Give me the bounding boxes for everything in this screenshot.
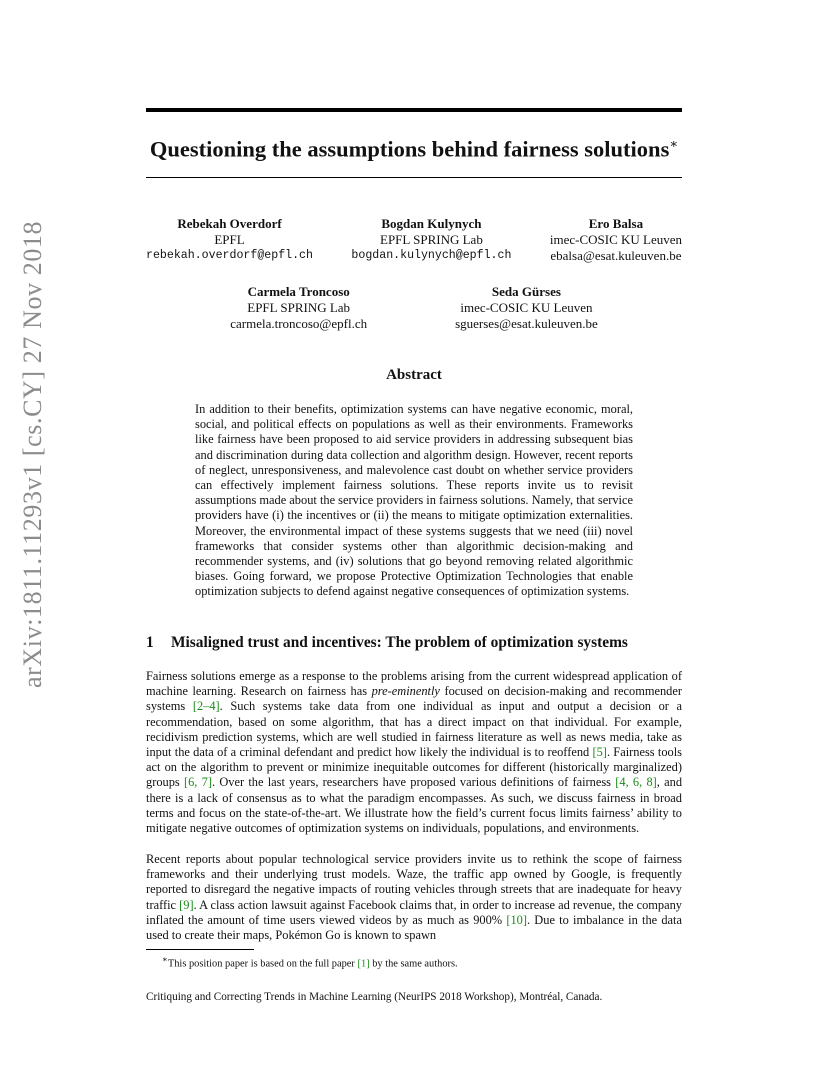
footnote xyxy=(162,953,682,970)
text-run: Recent reports about popular technological service providers invite us to rethink the scope of fairness frameworks and their underlying trust models. Waze, the traffic app owned by Google, is frequently reported to disregard the negative impacts of routing vehicles through streets that are inadequate for heavy traffic xyxy=(146,852,682,912)
author-email: rebekah.overdorf@epfl.ch xyxy=(146,249,313,262)
author-block xyxy=(230,284,367,332)
authors-row-2 xyxy=(146,284,682,332)
citation-link[interactable]: [9] xyxy=(179,897,194,912)
author-affiliation: EPFL SPRING Lab xyxy=(247,300,351,315)
text-run: This position paper is based on the full paper xyxy=(167,958,358,970)
arxiv-identifier: arXiv:1811.11293v1 [cs.CY] 27 Nov 2018 xyxy=(18,220,47,688)
author-affiliation: imec-COSIC KU Leuven xyxy=(460,300,593,315)
author-affiliation: imec-COSIC KU Leuven xyxy=(549,232,682,247)
title-footnote-mark[interactable]: ∗ xyxy=(669,136,679,151)
author-block xyxy=(351,216,511,264)
section-heading xyxy=(146,634,686,652)
text-run: , and there is a lack of consensus as to what the paradigm encompasses. As such, we discuss fairness in broad terms and focus on the state-of-the-art. We illustrate how the field’s current focus limits fairness’ ability to mitigate negative outcomes of optimization systems on individuals, populations, and environments. xyxy=(146,775,683,836)
text-run: focused on decision-making and recommender systems xyxy=(146,684,682,714)
body-paragraph xyxy=(146,852,682,943)
section-number: 1 xyxy=(146,634,154,651)
citation-link[interactable]: [1] xyxy=(357,958,370,970)
author-block xyxy=(455,284,598,332)
author-affiliation: EPFL xyxy=(214,232,245,247)
footnote-mark: ∗ xyxy=(162,954,168,964)
title-top-rule xyxy=(146,108,682,112)
abstract-text: In addition to their benefits, optimization systems can have negative economic, moral, social, and political effects on populations as well as their environments. Frameworks like fairness have been proposed to aid service providers in addressing subsequent bias and discrimination during data collection and algorithm design. However, recent reports of neglect, unresponsiveness, and malevolence cast doubt on whether service providers can effectively implement fairness solutions. These reports invite us to revisit assumptions made about the service providers in fairness solutions. Namely, that service providers have (i) the incentives or (ii) the means to mitigate optimization externalities. Moreover, the environmental impact of these systems suggests that we need (iii) novel frameworks that consider systems other than algorithmic decision-making and recommender systems, and (iv) solutions that go beyond removing related algorithmic biases. Going forward, we propose Protective Optimization Technologies that enable optimization subjects to defend against negative consequences of optimization systems. xyxy=(195,402,633,599)
paper-title xyxy=(146,128,682,166)
abstract-heading: Abstract xyxy=(386,367,442,383)
citation-link[interactable]: [4, 6, 8] xyxy=(615,775,657,790)
citation-link[interactable]: [5] xyxy=(592,745,607,760)
text-run: . Over the last years, researchers have proposed various definitions of fairness xyxy=(211,775,616,790)
text-run: by the same authors. xyxy=(369,958,458,970)
author-name: Ero Balsa xyxy=(588,216,644,231)
text-run: . Due to imbalance in the data used to create their maps, Pokémon Go is known to spawn xyxy=(146,912,682,943)
citation-link[interactable]: [6, 7] xyxy=(183,775,212,790)
text-run: Fairness solutions emerge as a response to the problems arising from the current widespread application of machine learning. Research on fairness has xyxy=(146,669,682,699)
author-email: sguerses@esat.kuleuven.be xyxy=(455,316,598,331)
author-email: ebalsa@esat.kuleuven.be xyxy=(550,248,682,263)
author-name: Bogdan Kulynych xyxy=(381,216,482,231)
title-bottom-rule xyxy=(146,177,682,178)
text-run: . Such systems take data from one individual as input and output a decision or a recommendation, based on some algorithm, that has a direct impact on that individual. For example, recidivism prediction systems, which are well studied in fairness literature as well as news media, take as input the data of a criminal defendant and predict how likely the individual is to reoffend xyxy=(146,699,682,760)
author-name: Carmela Troncoso xyxy=(247,284,350,299)
venue-footer: Critiquing and Correcting Trends in Machine Learning (NeurIPS 2018 Workshop), Montréal, Canada. xyxy=(146,991,603,1003)
footnote-rule xyxy=(146,949,254,950)
author-name: Rebekah Overdorf xyxy=(177,216,282,231)
title-text: Questioning the assumptions behind fairness solutions xyxy=(149,136,670,162)
author-block xyxy=(550,216,682,264)
author-block xyxy=(146,216,313,264)
text-run: . Fairness tools act on the algorithm to prevent or minimize inequitable outcomes for different (historically marginalized) groups xyxy=(146,745,682,790)
citation-link[interactable]: [10] xyxy=(506,912,527,927)
emphasis-text: pre-eminently xyxy=(371,684,440,699)
section-title: Misaligned trust and incentives: The problem of optimization systems xyxy=(171,634,628,651)
text-run: . A class action lawsuit against Facebook claims that, in order to increase ad revenue, the company inflated the amount of time users viewed videos by as much as 900% xyxy=(146,897,682,927)
authors-row-1 xyxy=(146,216,682,264)
author-email: bogdan.kulynych@epfl.ch xyxy=(351,249,512,262)
citation-link[interactable]: [2–4] xyxy=(192,699,220,714)
author-name: Seda Gürses xyxy=(491,284,561,299)
author-email: carmela.troncoso@epfl.ch xyxy=(230,316,368,331)
author-affiliation: EPFL SPRING Lab xyxy=(380,232,483,247)
body-paragraph xyxy=(146,669,682,836)
